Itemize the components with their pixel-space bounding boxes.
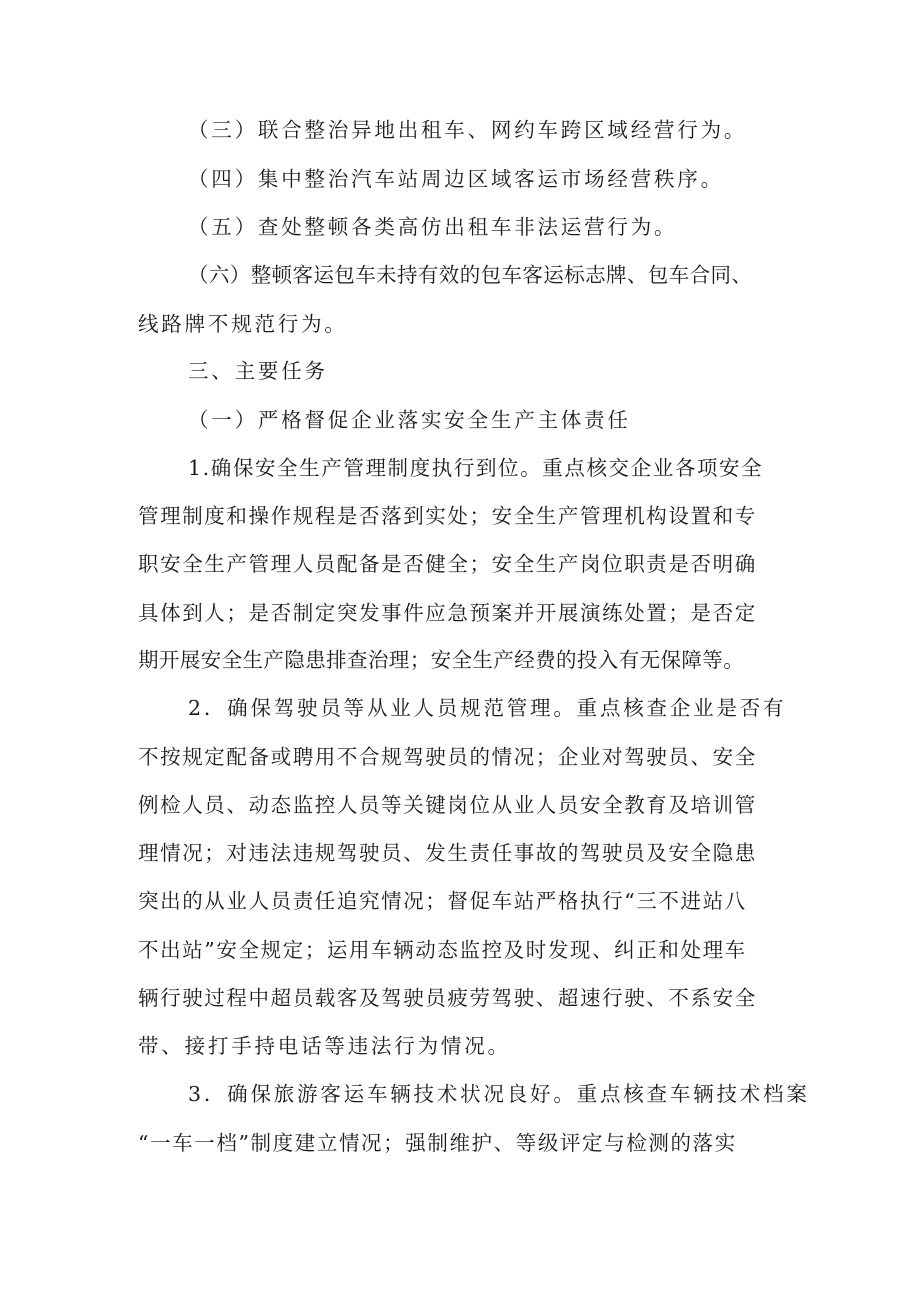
paragraph-item-5: （五）查处整顿各类高仿出租车非法运营行为。 <box>188 215 678 239</box>
task-3-line-1: 3．确保旅游客运车辆技术状况良好。重点核查车辆技术档案 <box>188 1082 810 1106</box>
subsection-heading-1: （一）严格督促企业落实安全生产主体责任 <box>188 408 631 432</box>
task-2-line-5: 突出的从业人员责任追究情况；督促车站严格执行“三不进站八 <box>138 889 747 913</box>
task-1-line-4: 具体到人；是否制定突发事件应急预案并开展演练处置；是否定 <box>138 601 757 625</box>
task-1-line-3: 职安全生产管理人员配备是否健全；安全生产岗位职责是否明确 <box>138 552 757 576</box>
task-1-line-1: 1.确保安全生产管理制度执行到位。重点核交企业各项安全 <box>188 456 764 480</box>
task-2-line-8: 带、接打手持电话等违法行为情况。 <box>138 1034 511 1058</box>
paragraph-item-6-line-1: （六）整顿客运包车未持有效的包车客运标志牌、包车合同、 <box>188 263 753 287</box>
task-2-line-3: 例检人员、动态监控人员等关键岗位从业人员安全教育及培训管 <box>138 793 757 817</box>
task-1-line-5: 期开展安全生产隐患排查治理；安全生产经费的投入有无保障等。 <box>138 648 745 672</box>
task-2-line-7: 辆行驶过程中超员载客及驾驶员疲劳驾驶、超速行驶、不系安全 <box>138 986 757 1010</box>
task-3-line-2: “一车一档”制度建立情况；强制维护、等级评定与检测的落实 <box>138 1131 737 1155</box>
section-heading-3: 三、主要任务 <box>188 359 328 383</box>
task-2-line-6: 不出站”安全规定；运用车辆动态监控及时发现、纠正和处理车 <box>138 938 747 962</box>
task-2-line-1: 2．确保驾驶员等从业人员规范管理。重点核查企业是否有 <box>188 696 787 720</box>
task-1-line-2: 管理制度和操作规程是否落到实处；安全生产管理机构设置和专 <box>138 504 757 528</box>
task-2-line-4: 理情况；对违法违规驾驶员、发生责任事故的驾驶员及安全隐患 <box>138 841 757 865</box>
task-2-line-2: 不按规定配备或聘用不合规驾驶员的情况；企业对驾驶员、安全 <box>138 745 757 769</box>
paragraph-item-4: （四）集中整治汽车站周边区域客运市场经营秩序。 <box>188 167 724 191</box>
paragraph-item-3: （三）联合整治异地出租车、网约车跨区域经营行为。 <box>188 118 748 142</box>
paragraph-item-6-line-2: 线路牌不规范行为。 <box>138 312 348 336</box>
